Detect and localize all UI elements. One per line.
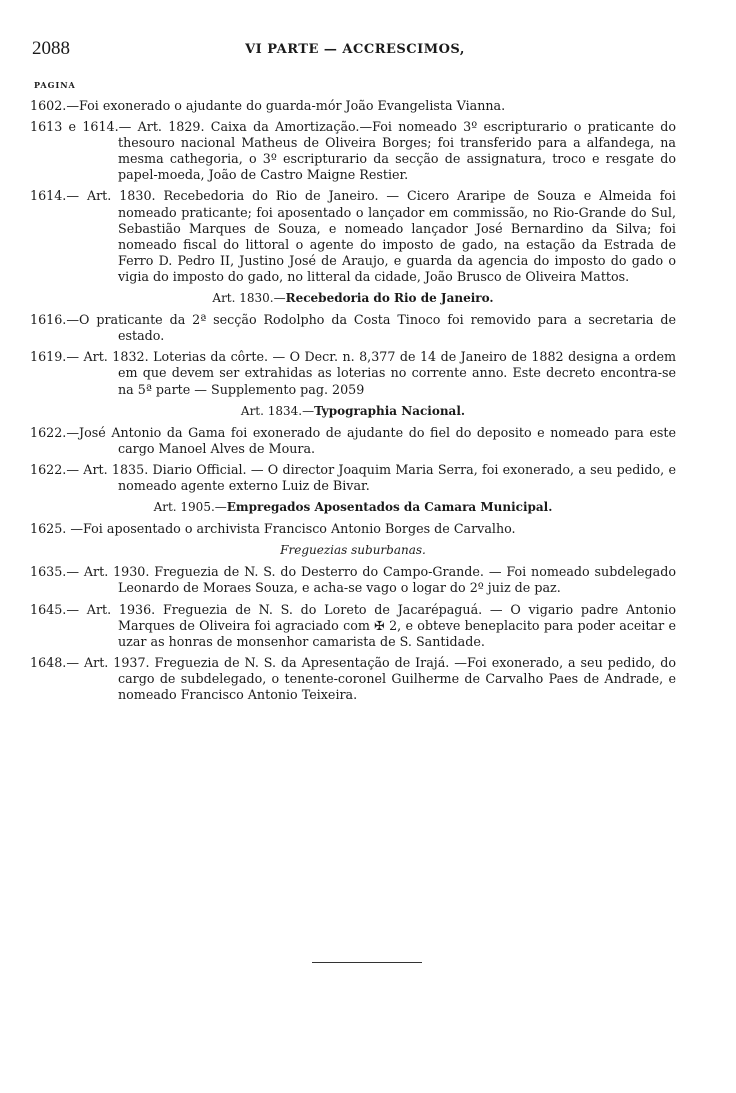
entry-ref: 1635.— bbox=[30, 564, 80, 580]
entry-text: Foi aposentado o archivista Francisco Antonio Borges de Carvalho. bbox=[83, 521, 516, 537]
entry-1602 bbox=[30, 98, 676, 114]
entry-ref: 1614.— bbox=[30, 188, 80, 204]
heading-title: Recebedoria do Rio de Janeiro. bbox=[285, 291, 494, 306]
entry-text: O praticante da 2ª secção Rodolpho da Costa Tinoco foi removido para a secretaria de estado. bbox=[79, 312, 676, 344]
document-body bbox=[30, 98, 676, 708]
entry-ref: 1625. — bbox=[30, 521, 84, 537]
entry-1625 bbox=[30, 521, 676, 537]
entry-text: Art. 1930. Freguezia de N. S. do Desterro do Campo-Grande. — Foi nomeado subdelegado Leonardo de Moraes Souza, e acha-se vago o logar do 2º juiz de paz. bbox=[83, 564, 676, 596]
entry-text: Art. 1937. Freguezia de N. S. da Apresentação de Irajá. —Foi exonerado, a seu pedido, do cargo de subdelegado, o tenente-coronel Guilherme de Carvalho Paes de Andrade, e nomeado Francisco Antonio Teixeira. bbox=[83, 654, 676, 702]
entry-ref: 1622.— bbox=[30, 424, 80, 440]
heading-art: Art. 1830.— bbox=[212, 291, 286, 306]
entry-text: Art. 1835. Diario Official. — O director Joaquim Maria Serra, foi exonerado, a seu pedido, e nomeado agente externo Luiz de Bivar. bbox=[83, 461, 676, 493]
entry-text: Art. 1830. Recebedoria do Rio de Janeiro. — Cicero Araripe de Souza e Almeida foi nomeado praticante; foi aposentado o lançador em commissão, no Rio-Grande do Sul, Sebastião Marques de Souza, e nomeado lançador José Bernardino da Silva; foi nomeado fiscal do littoral o agente do imposto de gado, na estação da Estrada de Ferro D. Pedro II, Justino José de Araujo, e guarda da agencia do imposto do gado o vigia do imposto do gado, no litteral da cidade, João Brusco de Oliveira Mattos. bbox=[86, 188, 676, 284]
entry-ref: 1616.— bbox=[30, 312, 80, 328]
heading-art: Art. 1834.— bbox=[240, 403, 315, 418]
entry-1613 bbox=[30, 119, 676, 183]
heading-title: Empregados Aposentados da Camara Municipal. bbox=[226, 500, 553, 515]
entry-text: Foi exonerado o ajudante do guarda-mór João Evangelista Vianna. bbox=[79, 98, 506, 113]
entry-1622a bbox=[30, 425, 676, 457]
entry-ref: 1648.— bbox=[30, 654, 80, 670]
entry-1616 bbox=[30, 312, 676, 344]
section-heading-1830 bbox=[30, 290, 676, 306]
heading-title: Typographia Nacional. bbox=[314, 403, 466, 418]
section-heading-freguezias: Freguezias suburbanas. bbox=[280, 543, 426, 558]
entry-ref: 1622.— bbox=[30, 461, 80, 477]
entry-1648 bbox=[30, 655, 676, 703]
entry-1645 bbox=[30, 602, 676, 650]
entry-ref: 1645.— bbox=[30, 601, 80, 617]
entry-1614 bbox=[30, 188, 676, 285]
entry-text: Art. 1829. Caixa da Amortização.—Foi nomeado 3º escripturario o praticante do thesouro nacional Matheus de Oliveira Borges; foi transferido para a alfandega, na mesma cathegoria, o 3º escripturario da secção de assignatura, troco e resgate do papel-moeda, João de Castro Maigne Restier. bbox=[118, 119, 676, 183]
entry-text: Art. 1832. Loterias da côrte. — O Decr. n. 8,377 de 14 de Janeiro de 1882 designa a ordem em que devem ser extrahidas as loterias no corrente anno. Este decreto encontra-se na 5ª parte — Supplemento pag. 2059 bbox=[83, 349, 676, 397]
entry-ref: 1619.— bbox=[30, 349, 80, 365]
entry-text: José Antonio da Gama foi exonerado de ajudante do fiel do deposito e nomeado para este cargo Manoel Alves de Moura. bbox=[79, 424, 676, 456]
end-rule bbox=[312, 962, 422, 963]
entry-ref: 1613 e 1614.— bbox=[30, 119, 132, 135]
section-heading-1905 bbox=[30, 499, 676, 515]
page-header bbox=[32, 38, 678, 64]
entry-1635 bbox=[30, 564, 676, 596]
entry-1622b bbox=[30, 462, 676, 494]
entry-ref: 1602.— bbox=[30, 98, 80, 113]
heading-art: Art. 1905.— bbox=[153, 500, 227, 515]
running-title: VI PARTE — ACCRESCIMOS, bbox=[245, 42, 465, 57]
column-label: PAGINA bbox=[34, 80, 76, 90]
section-heading-1834 bbox=[30, 403, 676, 419]
page-number: 2088 bbox=[32, 38, 70, 59]
entry-text: Art. 1936. Freguezia de N. S. do Loreto de Jacarépaguá. — O vigario padre Antonio Marques de Oliveira foi agraciado com ✠ 2, e obteve beneplacito para poder aceitar e uzar as honras de monsenhor camarista de S. Santidade. bbox=[86, 601, 676, 649]
entry-1619 bbox=[30, 349, 676, 397]
